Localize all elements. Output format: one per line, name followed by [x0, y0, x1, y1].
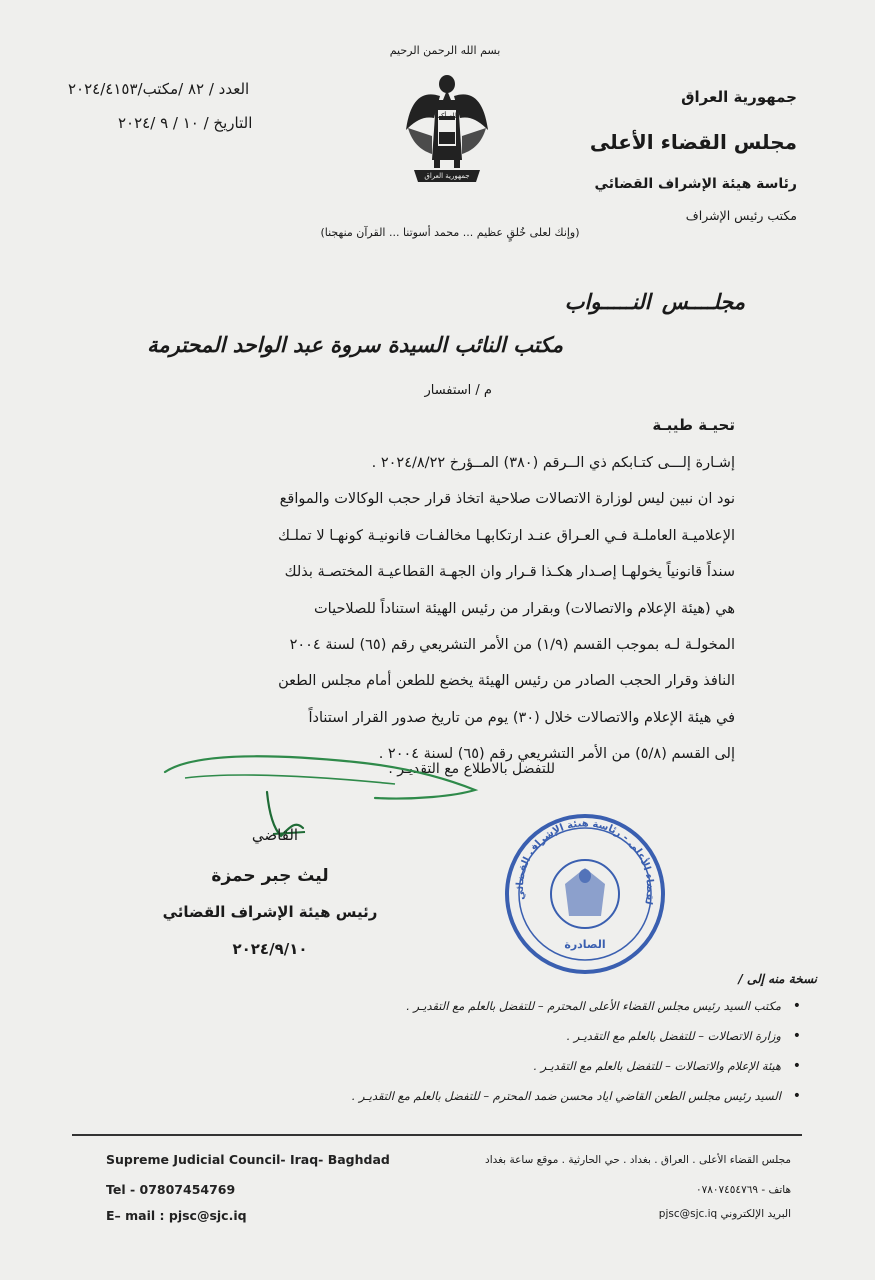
body-line: النافذ وقرار الحجب الصادر من رئيس الهيئة يخضع للطعن أمام مجلس الطعن	[278, 673, 735, 690]
footer-council-name: Supreme Judicial Council- Iraq- Baghdad	[106, 1152, 390, 1167]
stamp-ring-text: لقضاء الأعلى - رئاسة هيئة الإشراف القضائي	[514, 818, 656, 906]
footer-phone: هاتف - ٠٧٨٠٧٤٥٤٧٦٩	[695, 1184, 791, 1196]
presidency-name: رئاسة هيئة الإشراف القضائي	[594, 176, 797, 192]
reference-number: العدد / ٨٢ /مكتب/٢٠٢٤/٤١٥٣	[68, 80, 250, 98]
emblem-inscription: الله أكبر	[435, 112, 459, 120]
council-name: مجلس القضاء الأعلى	[589, 130, 797, 154]
signatory-date: ٢٠٢٤/٩/١٠	[232, 940, 308, 958]
list-item: • مكتب السيد رئيس مجلس القضاء الأعلى المحترم – للتفضل بالعلم مع التقديـر .	[215, 996, 795, 1026]
footer-email-ar[interactable]: البريد الإلكتروني pjsc@sjc.iq	[658, 1208, 791, 1220]
signatory-position: رئيس هيئة الإشراف القضائي	[162, 903, 378, 921]
letter-body	[160, 445, 735, 773]
copies-list	[215, 996, 795, 1116]
body-line: هي (هيئة الإعلام والاتصالات) وبقرار من رئيس الهيئة استناداً للصلاحيات	[314, 600, 735, 617]
body-line: إشـارة إلـــى كتـابكم ذي الــرقم (٣٨٠) المــؤرخ ٢٠٢٤/٨/٢٢ .	[371, 455, 735, 471]
signatory-title: القاضي	[251, 826, 299, 844]
addressee-institution: مجلــــس النـــــواب	[564, 290, 745, 314]
footer-email[interactable]: E– mail : pjsc@sjc.iq	[106, 1208, 247, 1223]
list-item: • وزارة الاتصالات – للتفضل بالعلم مع التقديـر .	[215, 1026, 795, 1056]
body-line: نود ان نبين ليس لوزارة الاتصالات صلاحية اتخاذ قرار حجب الوكالات والمواقع	[279, 491, 735, 508]
closing-line: للتفضل بالاطلاع مع التقديـر .	[388, 761, 555, 777]
motto: (وإنك لعلى خُلقٍ عظيم ... محمد أسوتنا ... القرآن منهجنا)	[320, 226, 580, 239]
office-name: مكتب رئيس الإشراف	[685, 208, 797, 223]
stamp-bottom-text: الصادرة	[564, 938, 606, 951]
body-line: سنداً قانونياً يخولهـا إصـدار هكـذا قـرار وان الجهـة القطاعيـة المختصـة بذلك	[284, 564, 735, 581]
body-line: في هيئة الإعلام والاتصالات خلال (٣٠) يوم من تاريخ صدور القرار استناداً	[308, 709, 735, 726]
footer-divider	[72, 1134, 802, 1136]
official-stamp-icon	[503, 812, 667, 976]
footer-telephone: Tel - 07807454769	[106, 1182, 236, 1197]
list-item: • السيد رئيس مجلس الطعن القاضي اياد محسن ضمد المحترم – للتفضل بالعلم مع التقديـر .	[215, 1086, 795, 1116]
subject-line: م / استفسار	[424, 383, 492, 398]
emblem-caption: جمهورية العراق	[424, 172, 470, 180]
footer-address: مجلس القضاء الأعلى . العراق . بغداد . حي الحارثية . موقع ساعة بغداد	[485, 1154, 791, 1166]
body-line: إلى القسم (٥/٨) من الأمر التشريعي رقم (٦٥) لسنة ٢٠٠٤ .	[378, 746, 735, 763]
list-item: • هيئة الإعلام والاتصالات – للتفضل بالعلم مع التقديـر .	[215, 1056, 795, 1086]
signatory-name: ليث جبر حمزة	[211, 866, 329, 886]
basmala: بسم الله الرحمن الرحيم	[389, 44, 501, 57]
copies-title: نسخة منه إلى /	[738, 972, 817, 986]
country-name: جمهورية العراق	[681, 88, 797, 106]
greeting: تحيـة طيبـة	[652, 416, 735, 434]
body-line: المخولـة لـه بموجب القسم (١/٩) من الأمر التشريعي رقم (٦٥) لسنة ٢٠٠٤	[289, 637, 735, 654]
letter-date: التاريخ / ١٠ / ٩ /٢٠٢٤	[118, 114, 253, 132]
addressee-office: مكتب النائب السيدة سروة عبد الواحد المحترمة	[147, 333, 563, 357]
body-line: الإعلاميـة العاملـة فـي العـراق عنـد ارتكابهـا مخالفـات قانونيـة كونهـا لا تملـك	[278, 527, 735, 544]
iraq-emblem-icon	[402, 70, 492, 188]
